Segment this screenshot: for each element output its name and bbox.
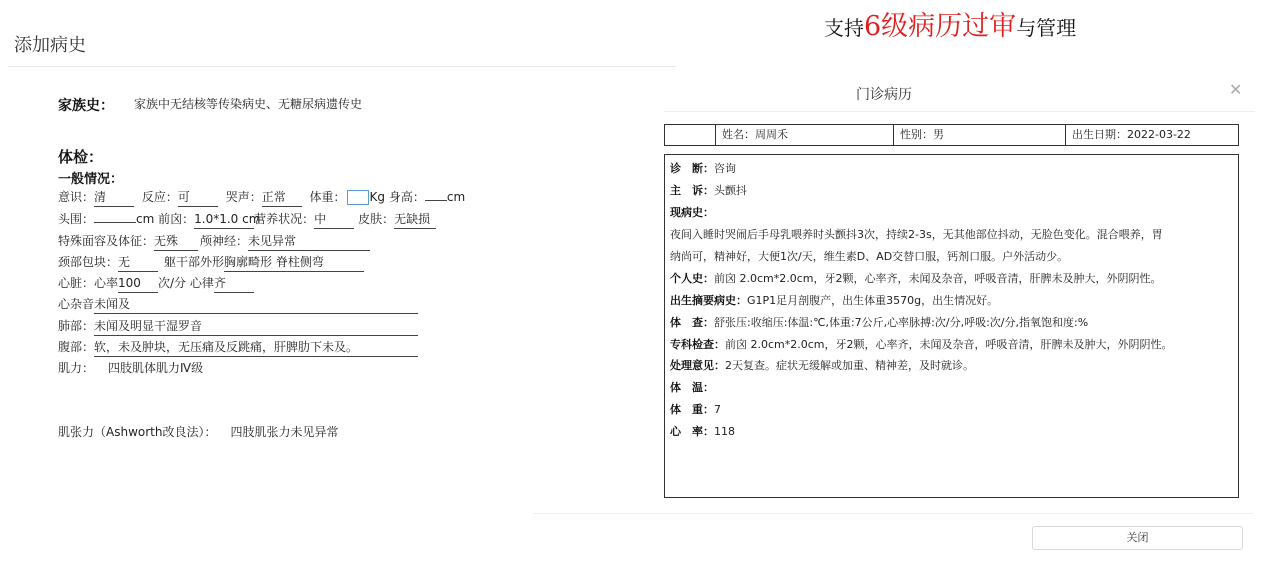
- cranial-nerve-field[interactable]: 未见异常: [248, 232, 370, 251]
- nutrition-label: 营养状况：: [254, 212, 315, 226]
- heart-rate-label: 心脏：心率: [58, 276, 119, 290]
- neck-mass-label: 颈部包块：: [58, 255, 119, 269]
- page-title: 添加病史: [14, 35, 86, 56]
- close-button[interactable]: 关闭: [1032, 526, 1243, 550]
- muscle-strength-value[interactable]: 四肢肌体肌力Ⅳ级: [108, 361, 204, 375]
- cranial-nerve-label: 颅神经：: [200, 234, 249, 248]
- patient-name: 姓名：周周禾: [715, 125, 893, 145]
- consciousness-field[interactable]: 清: [94, 188, 134, 207]
- patient-info-table: [664, 124, 1239, 146]
- record-birth-history: 出生摘要病史：G1P1足月剖腹产，出生体重3570g，出生情况好。: [670, 294, 999, 307]
- general-condition-label: 一般情况：: [58, 172, 124, 187]
- weight-input[interactable]: [347, 190, 369, 205]
- record-plan: 处理意见：2天复查。症状无缓解或加重、精神差，及时就诊。: [670, 359, 974, 372]
- title-divider: [8, 66, 676, 67]
- consciousness-label: 意识：: [58, 190, 95, 204]
- record-special-exam: 专科检查：前囟 2.0cm*2.0cm，牙2颗，心率齐，未闻及杂音，呼吸音清，肝脾未及肿大，外阴阴性。: [670, 338, 1173, 351]
- exam-row-consciousness: [58, 188, 465, 206]
- fontanel-label: cm 前囟：: [136, 212, 195, 226]
- modal-footer-divider: [533, 513, 1253, 514]
- patient-birth-date: 出生日期：2022-03-22: [1065, 125, 1238, 145]
- cry-field[interactable]: 正常: [262, 188, 302, 207]
- special-face-label: 特殊面容及体征：: [58, 234, 155, 248]
- exam-row-special: [58, 232, 370, 250]
- record-history-line1: 夜间入睡时哭闹后手母乳喂养时头颤抖3次，持续2-3s，无其他部位抖动，无脸色变化。混合喂养，胃: [670, 228, 1163, 241]
- record-temperature: 体 温：: [670, 381, 714, 394]
- exam-row-muscle-strength: [58, 359, 203, 377]
- neck-mass-field[interactable]: 无: [118, 253, 158, 272]
- special-face-field[interactable]: 无殊: [154, 232, 198, 251]
- record-history-line2: 纳尚可，精神好，大便1次/天，维生素D、AD交替口服，钙剂口服。户外活动少。: [670, 250, 1069, 263]
- exam-row-abdomen: [58, 338, 418, 356]
- cry-label: 哭声：: [225, 190, 262, 204]
- muscle-tone-label: 肌张力（Ashworth改良法）：: [58, 425, 217, 439]
- record-diagnosis: 诊 断：咨询: [670, 162, 736, 175]
- nutrition-field[interactable]: 中: [314, 210, 354, 229]
- caption-prefix: 支持: [824, 16, 864, 40]
- caption-highlight: 6级病历过审: [864, 11, 1017, 42]
- patient-gender: 性别：男: [893, 125, 1065, 145]
- record-complaint: 主 诉：头颤抖: [670, 184, 747, 197]
- murmur-label: 心杂音: [58, 297, 95, 311]
- muscle-tone-row: [58, 423, 338, 440]
- exam-row-neck: [58, 253, 364, 271]
- abdomen-label: 腹部：: [58, 340, 95, 354]
- record-personal-history: 个人史：前囟 2.0cm*2.0cm，牙2颗，心率齐，未闻及杂音，呼吸音清，肝脾未及肿大，外阴阴性。: [670, 272, 1162, 285]
- modal-header-divider: [664, 111, 1255, 112]
- record-weight: 体 重：7: [670, 403, 721, 416]
- muscle-strength-label: 肌力：: [58, 361, 95, 375]
- fontanel-field[interactable]: 1.0*1.0 cm: [194, 210, 254, 229]
- exam-row-lung: [58, 317, 418, 335]
- skin-field[interactable]: 无缺损: [394, 210, 436, 229]
- murmur-field[interactable]: 未闻及: [94, 295, 418, 314]
- family-history-label: 家族史：: [58, 98, 114, 114]
- reaction-field[interactable]: 可: [178, 188, 218, 207]
- modal-title: 门诊病历: [856, 87, 912, 103]
- info-cell-blank: [665, 125, 715, 145]
- weight-label: 体重：: [309, 190, 346, 204]
- head-circ-label: 头围：: [58, 212, 95, 226]
- skin-label: 皮肤：: [358, 212, 395, 226]
- exam-label: 体检：: [58, 148, 104, 166]
- feature-caption: [824, 4, 1076, 43]
- exam-row-head: [58, 210, 436, 228]
- heart-rate-field[interactable]: 100: [118, 274, 158, 293]
- close-icon[interactable]: ✕: [1229, 80, 1243, 99]
- record-heart-rate: 心 率：118: [670, 425, 735, 438]
- lung-field[interactable]: 未闻及明显干湿罗音: [94, 317, 418, 336]
- height-unit: cm: [446, 190, 466, 204]
- height-field[interactable]: [425, 200, 447, 201]
- caption-suffix: 与管理: [1016, 16, 1077, 40]
- family-history-value[interactable]: 家族中无结核等传染病史、无糖尿病遗传史: [134, 97, 363, 111]
- abdomen-field[interactable]: 软，未及肿块，无压痛及反跳痛，肝脾肋下未及。: [94, 338, 418, 357]
- rhythm-field[interactable]: 齐: [214, 274, 254, 293]
- exam-row-heart: [58, 274, 254, 292]
- rhythm-label: 次/分 心律: [158, 276, 214, 290]
- record-physical-exam: 体 查：舒张压:收缩压:体温:℃,体重:7公斤,心率脉搏:次/分,呼吸:次/分,指氧饱和度:%: [670, 316, 1089, 329]
- height-label: Kg 身高：: [369, 190, 425, 204]
- head-circ-field[interactable]: [94, 222, 136, 223]
- record-left-border: [664, 154, 665, 498]
- exam-row-murmur: [58, 295, 418, 313]
- muscle-tone-value[interactable]: 四肢肌张力未见异常: [230, 425, 339, 439]
- reaction-label: 反应：: [141, 190, 178, 204]
- lung-label: 肺部：: [58, 319, 95, 333]
- trunk-field[interactable]: 胸廓畸形 脊柱侧弯: [224, 253, 364, 272]
- trunk-label: 躯干部外形: [164, 255, 225, 269]
- record-history-label: 现病史：: [670, 206, 714, 219]
